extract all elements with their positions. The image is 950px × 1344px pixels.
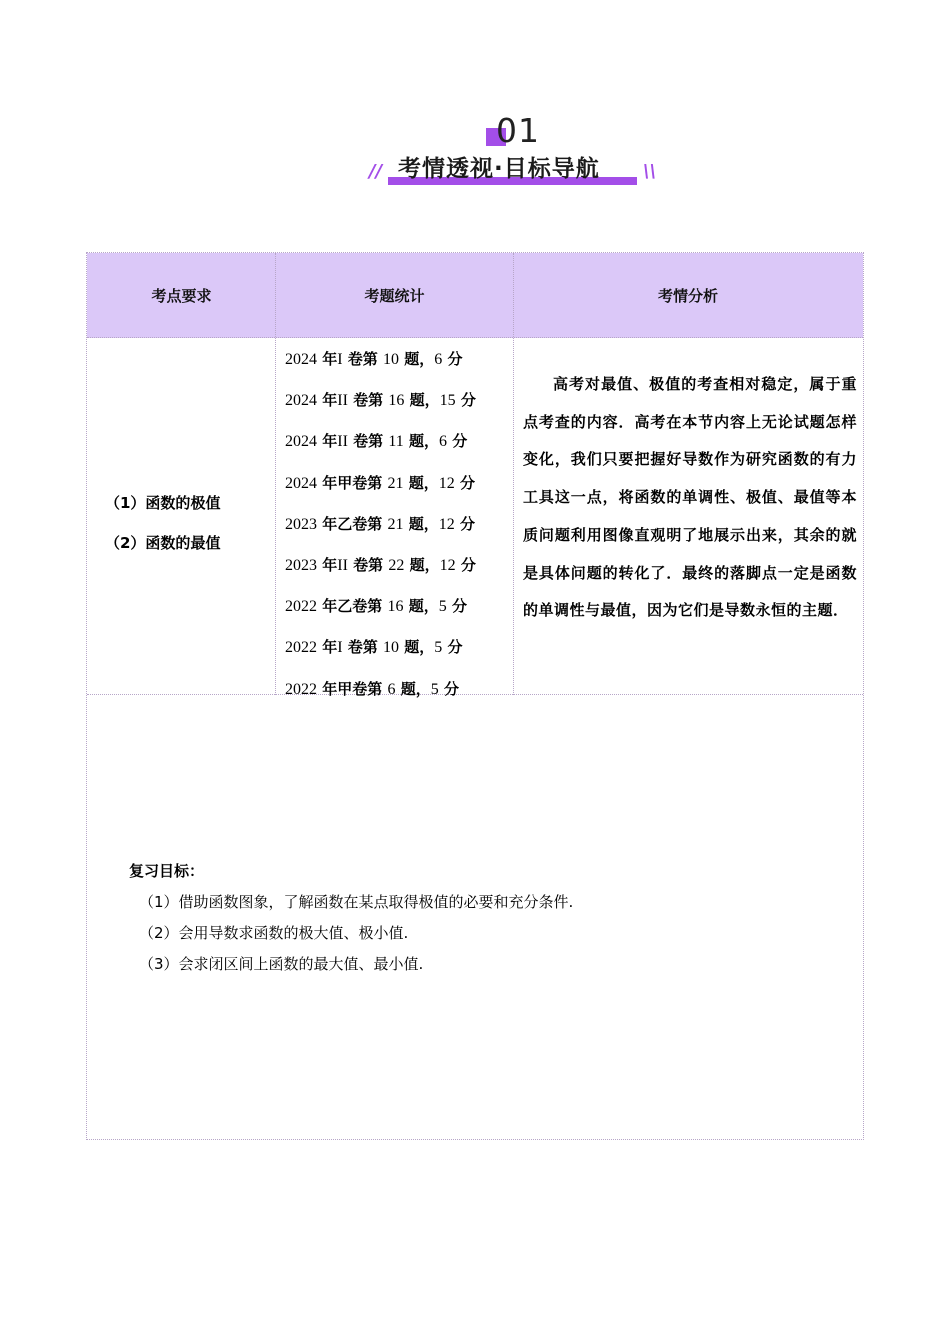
stat-value: 2022 — [285, 680, 317, 698]
stat-text: 年 — [317, 679, 338, 698]
stat-value: 2022 — [285, 639, 317, 657]
stat-text: 分 — [442, 638, 463, 657]
stat-value: II — [337, 392, 348, 410]
stat-value: I — [337, 639, 343, 657]
stat-value: 22 — [388, 557, 405, 575]
stat-text: 题， — [399, 350, 435, 368]
stat-text: 分 — [442, 350, 463, 368]
stat-text: 分 — [438, 679, 459, 698]
stat-value: 12 — [438, 515, 455, 533]
stat-value: 5 — [434, 639, 443, 657]
slash-right-icon: \\ — [643, 161, 657, 182]
exam-stat-row — [285, 421, 476, 462]
stat-text: 年 — [317, 514, 338, 533]
stat-text: 年 — [317, 473, 338, 492]
stat-value: 10 — [383, 351, 400, 368]
stat-text: 题， — [404, 556, 440, 575]
stat-text: 年 — [317, 350, 338, 368]
stat-value: II — [337, 433, 348, 451]
section-number — [486, 112, 546, 152]
stat-text: 分 — [455, 391, 476, 410]
exam-stat-row — [285, 586, 476, 627]
stat-text: 题， — [403, 597, 439, 616]
stat-text: 卷第 — [353, 432, 384, 451]
stat-text: 分 — [454, 473, 475, 492]
stat-value: II — [337, 557, 348, 575]
section-title — [365, 150, 665, 190]
stat-text: 题， — [395, 679, 431, 698]
stat-value: 5 — [430, 680, 439, 698]
stat-text: 题， — [403, 432, 440, 451]
exam-stat-row — [285, 463, 476, 504]
stat-value: 2024 — [285, 474, 317, 492]
stat-value: 16 — [388, 392, 405, 410]
exam-points-cell — [105, 483, 220, 563]
stat-text: 甲卷第 — [337, 473, 383, 492]
stat-value: 10 — [383, 639, 400, 657]
exam-stat-row — [285, 380, 476, 421]
stat-text: 甲卷第 — [337, 679, 383, 698]
header-cell-points: 考点要求 — [151, 286, 212, 305]
exam-stat-row — [285, 545, 476, 586]
stat-value: 2022 — [285, 598, 317, 616]
stat-text: 题， — [399, 638, 435, 657]
exam-analysis-table — [86, 252, 864, 1140]
stat-value: 11 — [388, 433, 404, 451]
exam-stat-row — [285, 504, 476, 545]
stat-value: 2023 — [285, 515, 317, 533]
stat-value: I — [337, 351, 343, 368]
stat-text: 年 — [317, 597, 338, 616]
review-goals — [129, 856, 573, 980]
stat-value: 2023 — [285, 557, 317, 575]
slash-left-icon: // — [369, 161, 383, 182]
stat-value: 6 — [439, 433, 448, 451]
section-number-text: 01 — [496, 111, 540, 150]
exam-stat-row — [285, 627, 476, 668]
stat-value: 6 — [434, 351, 443, 368]
table-header-row — [87, 253, 863, 338]
stat-text: 题， — [403, 473, 439, 492]
exam-stat-row — [285, 669, 476, 710]
stat-text: 卷第 — [353, 391, 384, 410]
review-goal-item: （3）会求闭区间上函数的最大值、最小值. — [139, 955, 424, 973]
exam-analysis-text: 高考对最值、极值的考查相对稳定，属于重点考查的内容．高考在本节内容上无论试题怎样变化，我们只要把握好导数作为研究函数的有力工具这一点，将函数的单调性、极值、最值等本质问题利用图像直观明了地展示出来，其余的就是具体问题的转化了．最终的落脚点一定是函数的单调性与最值，因为它们是导数永恒的主题． — [523, 375, 857, 620]
stat-value: 12 — [439, 557, 456, 575]
stat-text: 年 — [317, 638, 338, 657]
stat-value: 16 — [387, 598, 404, 616]
stat-text: 题， — [404, 391, 440, 410]
stat-text: 分 — [455, 556, 476, 575]
stat-text: 年 — [317, 556, 338, 575]
review-goals-title: 复习目标： — [129, 862, 205, 880]
stat-text: 年 — [317, 391, 338, 410]
exam-stat-row — [285, 339, 476, 380]
stat-value: 21 — [387, 515, 404, 533]
stat-text: 分 — [446, 597, 467, 616]
stat-value: 2024 — [285, 433, 317, 451]
stat-value: 2024 — [285, 392, 317, 410]
header-cell-stats: 考题统计 — [364, 286, 425, 305]
stat-text: 年 — [317, 432, 338, 451]
section-header — [0, 0, 950, 200]
stat-text: 乙卷第 — [337, 514, 383, 533]
review-goal-item: （2）会用导数求函数的极大值、极小值. — [139, 924, 409, 942]
stat-text: 卷第 — [347, 638, 378, 657]
column-divider — [513, 253, 514, 695]
stat-value: 21 — [387, 474, 404, 492]
stat-value: 2024 — [285, 351, 317, 368]
stat-value: 6 — [387, 680, 396, 698]
stat-text: 卷第 — [353, 556, 384, 575]
exam-point-item: （2）函数的最值 — [105, 534, 221, 552]
exam-point-item: （1）函数的极值 — [105, 494, 221, 512]
stat-text: 题， — [403, 514, 439, 533]
review-goal-item: （1）借助函数图象，了解函数在某点取得极值的必要和充分条件. — [139, 893, 574, 911]
section-title-text: 考情透视·目标导航 — [398, 156, 600, 182]
stat-text: 乙卷第 — [337, 597, 383, 616]
exam-stats-cell — [285, 339, 476, 710]
stat-text: 卷第 — [347, 350, 378, 368]
stat-value: 12 — [438, 474, 455, 492]
stat-value: 5 — [438, 598, 447, 616]
stat-text: 分 — [454, 514, 475, 533]
header-cell-analysis: 考情分析 — [657, 286, 718, 305]
column-divider — [275, 253, 276, 695]
stat-value: 15 — [439, 392, 456, 410]
stat-text: 分 — [447, 432, 468, 451]
